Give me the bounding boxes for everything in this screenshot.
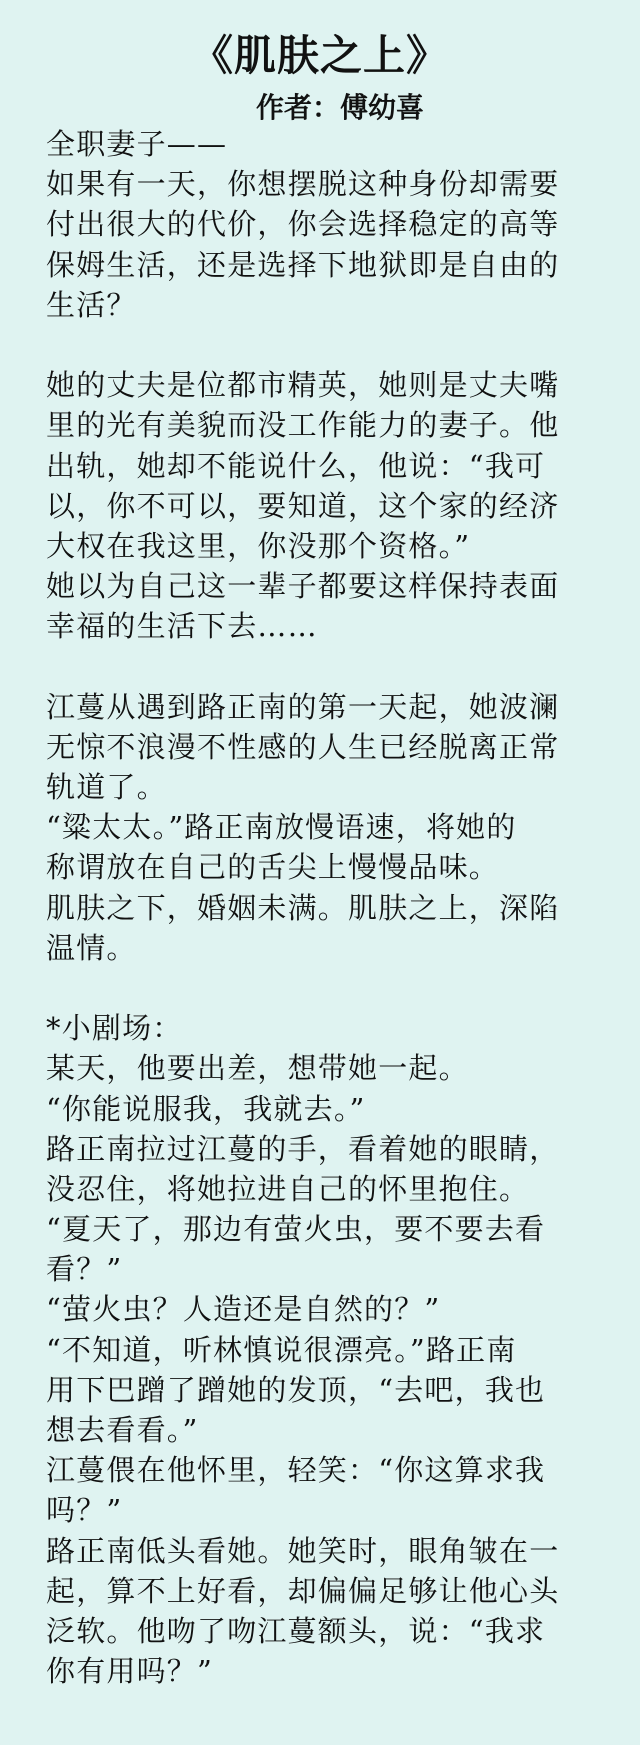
text-line: 保姆生活，还是选择下地狱即是自由的 [46, 247, 560, 282]
synopsis-body [46, 124, 606, 1691]
text-line: 想去看看。” [46, 1413, 199, 1447]
text-line: “粱太太。”路正南放慢语速，将她的 [46, 810, 517, 845]
text-line: 生活？ [46, 287, 137, 322]
text-line: 她的丈夫是位都市精英，她则是丈夫嘴 [46, 368, 560, 403]
text-line: “你能说服我，我就去。” [46, 1091, 366, 1126]
book-title: 《肌肤之上》 [190, 31, 449, 80]
text-line: 泛软。他吻了吻江蔓额头，说：“我求 [46, 1613, 546, 1648]
text-line: 你有用吗？” [46, 1654, 214, 1689]
text-line: “萤火虫？人造还是自然的？” [46, 1292, 441, 1327]
text-line: 称谓放在自己的舌尖上慢慢品味。 [46, 850, 500, 885]
paragraph-spacer [46, 968, 606, 1008]
text-line: 某天，他要出差，想带她一起。 [46, 1051, 469, 1086]
text-line: 以，你不可以，要知道，这个家的经济 [46, 488, 560, 523]
paragraph-spacer [46, 646, 606, 686]
text-line: “夏天了，那边有萤火虫，要不要去看 [46, 1212, 546, 1247]
text-line: 路正南低头看她。她笑时，眼角皱在一 [46, 1533, 560, 1568]
text-line: 没忍住，将她拉进自己的怀里抱住。 [46, 1171, 530, 1206]
text-line: 温情。 [46, 930, 137, 965]
text-line: 肌肤之下，婚姻未满。肌肤之上，深陷 [46, 890, 560, 925]
text-line: 全职妻子—— [46, 127, 228, 161]
text-line: 看？” [46, 1252, 123, 1287]
text-line: 她以为自己这一辈子都要这样保持表面 [46, 569, 560, 604]
text-line: 付出很大的代价，你会选择稳定的高等 [46, 207, 560, 242]
text-line: 无惊不浪漫不性感的人生已经脱离正常 [46, 729, 560, 764]
text-line: 轨道了。 [46, 770, 167, 804]
text-line: 里的光有美貌而没工作能力的妻子。他 [46, 408, 560, 443]
text-line: 大权在我这里，你没那个资格。” [46, 528, 471, 563]
text-line: “不知道，听林慎说很漂亮。”路正南 [46, 1332, 517, 1367]
text-line: 出轨，她却不能说什么，他说：“我可 [46, 448, 546, 483]
text-line: *小剧场： [46, 1011, 183, 1046]
text-line: 如果有一天，你想摆脱这种身份却需要 [46, 167, 560, 202]
author-line: 作者：傅幼喜 [255, 91, 424, 124]
paragraph-spacer [46, 325, 606, 365]
text-line: 江蔓偎在他怀里，轻笑：“你这算求我 [46, 1453, 546, 1488]
text-line: 用下巴蹭了蹭她的发顶，“去吧，我也 [46, 1372, 546, 1407]
text-line: 路正南拉过江蔓的手，看着她的眼睛， [46, 1131, 560, 1166]
text-line: 吗？” [46, 1493, 123, 1528]
text-line: 起，算不上好看，却偏偏足够让他心头 [46, 1573, 560, 1608]
text-line: 幸福的生活下去…… [46, 609, 318, 644]
text-line: 江蔓从遇到路正南的第一天起，她波澜 [46, 689, 560, 724]
